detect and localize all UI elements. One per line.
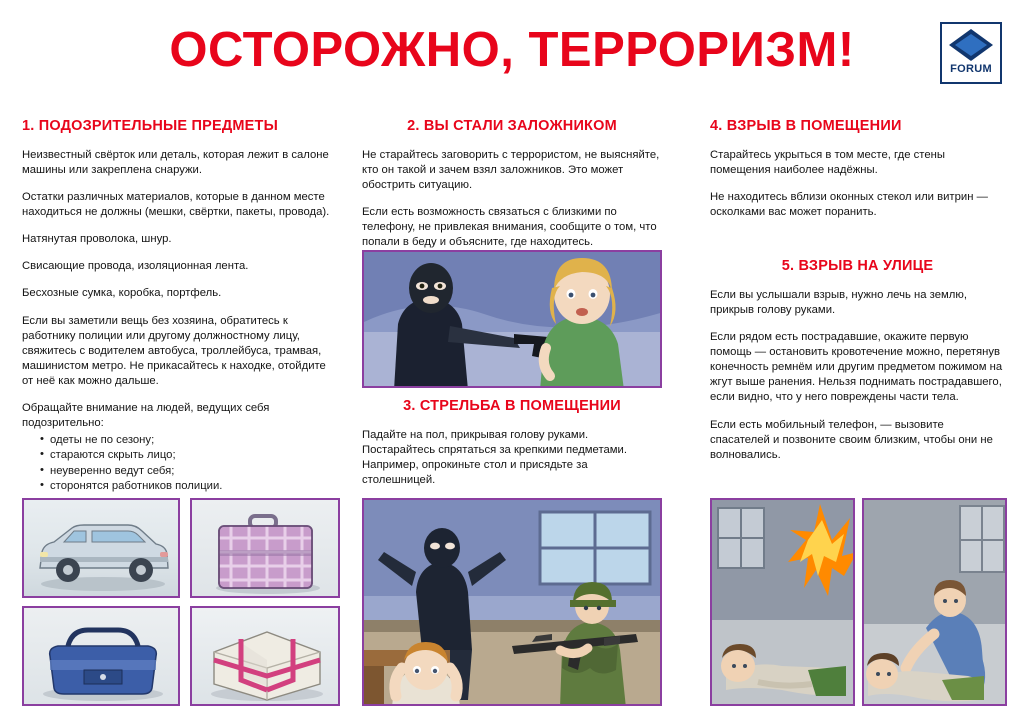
section-heading-3: 3. СТРЕЛЬБА В ПОМЕЩЕНИИ	[403, 398, 621, 414]
section-heading-1: 1. ПОДОЗРИТЕЛЬНЫЕ ПРЕДМЕТЫ	[22, 118, 279, 134]
section-1-paragraph-6: Если вы заметили вещь без хозяина, обратитесь к работнику полиции или другому должностному лицу, свяжитесь с водителем автобуса, троллейбуса, трамвая, машинистом метро. Не прикасайтесь к находке, отойдите от неё как можно дальше.	[22, 314, 326, 387]
section-1-paragraph-5: Бесхозные сумка, коробка, портфель.	[22, 287, 222, 300]
list-item: • неуверенно ведут себя;	[40, 464, 340, 480]
list-item: • сторонятся работников полиции.	[40, 479, 340, 495]
logo-text: FORUM	[950, 63, 992, 75]
column-shooting-text	[362, 398, 662, 488]
bag-image	[24, 608, 178, 704]
column-explosion	[710, 118, 1005, 220]
first-aid-scene-icon	[864, 500, 1007, 706]
shooting-illustration	[362, 498, 662, 706]
car-icon	[24, 500, 180, 598]
section-heading-4: 4. ВЗРЫВ В ПОМЕЩЕНИИ	[710, 118, 902, 134]
car-illustration	[22, 498, 180, 598]
suitcase-illustration	[190, 498, 340, 598]
list-item: • одеты не по сезону;	[40, 433, 340, 449]
section-4-paragraph-1: Старайтесь укрыться в том месте, где стены помещения наиболее надёжны.	[710, 149, 945, 177]
hostage-scene-icon	[364, 252, 662, 388]
column-suspicious-objects	[22, 118, 340, 495]
first-aid-image	[864, 500, 1005, 704]
section-5-paragraph-2: Если рядом есть пострадавшие, окажите первую помощь — остановить кровотечение можно, перетянув конечность ремнём или другим предметом пожимом на жгут выше ранения. Нельзя поднимать пострадавшего, если видно, что у него повреждены части тела.	[710, 331, 1003, 404]
shooting-scene-icon	[364, 500, 662, 706]
section-heading-5: 5. ВЗРЫВ НА УЛИЦЕ	[781, 258, 934, 274]
parcel-illustration	[190, 606, 340, 706]
column-street-explosion	[710, 258, 1005, 463]
parcel-icon	[192, 608, 340, 706]
shooting-image	[364, 500, 660, 704]
explosion-image	[712, 500, 853, 704]
first-aid-illustration	[862, 498, 1007, 706]
list-item: • стараются скрыть лицо;	[40, 448, 340, 464]
suitcase-icon	[192, 500, 340, 598]
section-1-bullet-list	[22, 433, 340, 495]
bag-icon	[24, 608, 180, 706]
forum-logo	[940, 22, 1002, 84]
bag-illustration	[22, 606, 180, 706]
section-1-paragraph-3: Натянутая проволока, шнур.	[22, 233, 172, 246]
car-image	[24, 500, 178, 596]
section-heading-2: 2. ВЫ СТАЛИ ЗАЛОЖНИКОМ	[407, 118, 617, 134]
hostage-illustration	[362, 250, 662, 388]
page-title: ОСТОРОЖНО, ТЕРРОРИЗМ!	[169, 23, 855, 77]
section-1-paragraph-1: Неизвестный свёрток или деталь, которая лежит в салоне машины или закреплена снаружи.	[22, 149, 329, 177]
suitcase-image	[192, 500, 338, 596]
section-1-paragraph-7: Обращайте внимание на людей, ведущих себя подозрительно:	[22, 401, 270, 429]
section-2-paragraph-1: Не старайтесь заговорить с террористом, не выясняйте, кто он такой и зачем взял заложников. Это может обострить ситуацию.	[362, 149, 660, 192]
section-5-paragraph-1: Если вы услышали взрыв, нужно лечь на землю, прикрыв голову руками.	[710, 289, 967, 317]
section-2-paragraph-2: Если есть возможность связаться с близкими по телефону, не привлекая внимания, сообщите о том, что попали в беду и объясните, где находитесь.	[362, 206, 657, 249]
section-3-paragraph-1: Падайте на пол, прикрывая голову руками. Постарайтесь спрятаться за крепкими педметами. Например, опрокиньте стол и присядьте за столешницей.	[362, 429, 628, 487]
explosion-illustration	[710, 498, 855, 706]
section-1-paragraph-4: Свисающие провода, изоляционная лента.	[22, 260, 249, 273]
poster-header	[0, 0, 1024, 105]
hostage-image	[364, 252, 660, 386]
section-1-paragraph-2: Остатки различных материалов, которые в данном месте находиться не должны (мешки, свёртки, пакеты, провода).	[22, 191, 330, 219]
column-hostage-shooting	[362, 118, 662, 250]
parcel-image	[192, 608, 338, 704]
section-5-paragraph-3: Если есть мобильный телефон, — вызовите спасателей и позвоните своим близким, чтобы они не волновались.	[710, 418, 993, 461]
explosion-scene-icon	[712, 500, 855, 706]
section-4-paragraph-2: Не находитесь вблизи оконных стекол или витрин — осколками вас может поранить.	[710, 191, 988, 219]
